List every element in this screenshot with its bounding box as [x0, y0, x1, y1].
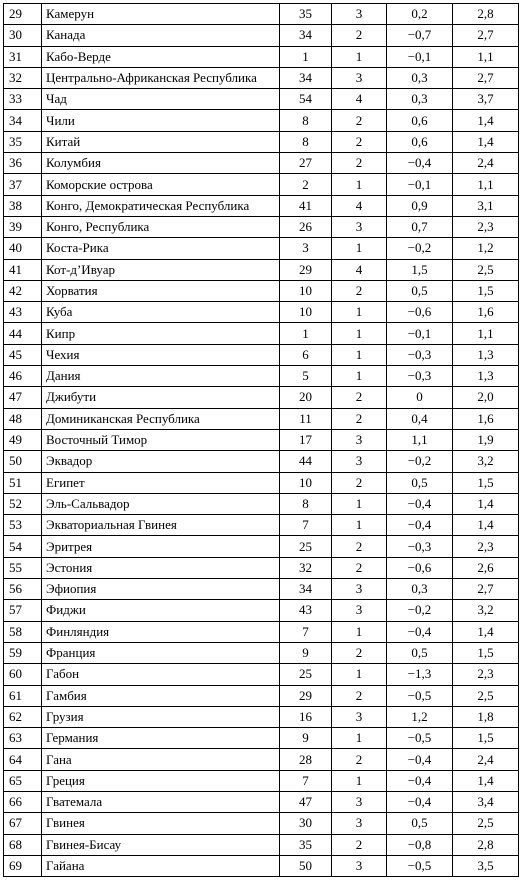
country-name-cell: Восточный Тимор	[42, 429, 280, 450]
value-d-cell: 1,1	[453, 46, 519, 67]
value-a-cell: 8	[280, 110, 332, 131]
value-a-cell: 28	[280, 749, 332, 770]
row-number-cell: 50	[4, 451, 42, 472]
value-d-cell: 1,4	[453, 493, 519, 514]
value-b-cell: 1	[332, 46, 387, 67]
value-b-cell: 1	[332, 344, 387, 365]
value-c-cell: −0,5	[387, 685, 453, 706]
country-name-cell: Коморские острова	[42, 174, 280, 195]
row-number-cell: 52	[4, 493, 42, 514]
country-name-cell: Чехия	[42, 344, 280, 365]
table-row	[4, 579, 519, 600]
row-number-cell: 48	[4, 408, 42, 429]
country-name-cell: Гайана	[42, 855, 280, 876]
row-number-cell: 69	[4, 855, 42, 876]
table-row	[4, 706, 519, 727]
country-name-cell: Эстония	[42, 557, 280, 578]
value-a-cell: 10	[280, 280, 332, 301]
value-c-cell: 0,3	[387, 89, 453, 110]
value-a-cell: 35	[280, 4, 332, 25]
table-row	[4, 153, 519, 174]
value-b-cell: 2	[332, 642, 387, 663]
value-c-cell: −0,4	[387, 749, 453, 770]
value-c-cell: 0,5	[387, 642, 453, 663]
country-name-cell: Финляндия	[42, 621, 280, 642]
value-d-cell: 2,7	[453, 579, 519, 600]
row-number-cell: 49	[4, 429, 42, 450]
value-d-cell: 2,8	[453, 834, 519, 855]
row-number-cell: 36	[4, 153, 42, 174]
value-d-cell: 1,8	[453, 706, 519, 727]
value-b-cell: 2	[332, 834, 387, 855]
value-c-cell: −0,5	[387, 728, 453, 749]
country-name-cell: Джибути	[42, 387, 280, 408]
country-name-cell: Куба	[42, 302, 280, 323]
value-a-cell: 25	[280, 536, 332, 557]
value-a-cell: 54	[280, 89, 332, 110]
value-b-cell: 3	[332, 813, 387, 834]
value-a-cell: 29	[280, 685, 332, 706]
row-number-cell: 55	[4, 557, 42, 578]
row-number-cell: 30	[4, 25, 42, 46]
value-a-cell: 16	[280, 706, 332, 727]
value-b-cell: 3	[332, 451, 387, 472]
value-a-cell: 10	[280, 472, 332, 493]
value-d-cell: 1,4	[453, 621, 519, 642]
table-row	[4, 770, 519, 791]
row-number-cell: 41	[4, 259, 42, 280]
value-c-cell: −0,5	[387, 855, 453, 876]
table-row	[4, 429, 519, 450]
country-name-cell: Коста-Рика	[42, 238, 280, 259]
value-a-cell: 26	[280, 216, 332, 237]
row-number-cell: 53	[4, 515, 42, 536]
value-a-cell: 11	[280, 408, 332, 429]
value-b-cell: 2	[332, 280, 387, 301]
value-d-cell: 1,2	[453, 238, 519, 259]
country-name-cell: Кипр	[42, 323, 280, 344]
value-c-cell: −1,3	[387, 664, 453, 685]
value-a-cell: 20	[280, 387, 332, 408]
row-number-cell: 34	[4, 110, 42, 131]
value-a-cell: 34	[280, 579, 332, 600]
value-c-cell: 0,7	[387, 216, 453, 237]
value-c-cell: 1,2	[387, 706, 453, 727]
value-d-cell: 1,1	[453, 323, 519, 344]
table-row	[4, 557, 519, 578]
value-d-cell: 2,8	[453, 4, 519, 25]
country-name-cell: Гамбия	[42, 685, 280, 706]
value-c-cell: −0,4	[387, 791, 453, 812]
table-body	[4, 4, 519, 877]
row-number-cell: 44	[4, 323, 42, 344]
country-name-cell: Центрально-Африканская Республика	[42, 67, 280, 88]
table-row	[4, 664, 519, 685]
row-number-cell: 60	[4, 664, 42, 685]
row-number-cell: 59	[4, 642, 42, 663]
value-a-cell: 44	[280, 451, 332, 472]
row-number-cell: 61	[4, 685, 42, 706]
value-a-cell: 34	[280, 67, 332, 88]
value-a-cell: 29	[280, 259, 332, 280]
country-name-cell: Эфиопия	[42, 579, 280, 600]
table-row	[4, 302, 519, 323]
value-c-cell: −0,1	[387, 46, 453, 67]
row-number-cell: 32	[4, 67, 42, 88]
table-row	[4, 451, 519, 472]
table-row	[4, 25, 519, 46]
value-b-cell: 1	[332, 515, 387, 536]
value-a-cell: 41	[280, 195, 332, 216]
table-row	[4, 621, 519, 642]
value-d-cell: 2,0	[453, 387, 519, 408]
value-b-cell: 2	[332, 557, 387, 578]
row-number-cell: 29	[4, 4, 42, 25]
value-d-cell: 3,1	[453, 195, 519, 216]
country-name-cell: Гвинея	[42, 813, 280, 834]
table-row	[4, 67, 519, 88]
row-number-cell: 64	[4, 749, 42, 770]
row-number-cell: 63	[4, 728, 42, 749]
value-c-cell: 0,3	[387, 579, 453, 600]
value-d-cell: 1,6	[453, 408, 519, 429]
value-c-cell: 1,1	[387, 429, 453, 450]
table-row	[4, 238, 519, 259]
value-a-cell: 1	[280, 323, 332, 344]
table-row	[4, 280, 519, 301]
country-name-cell: Кот-д’Ивуар	[42, 259, 280, 280]
value-a-cell: 6	[280, 344, 332, 365]
country-name-cell: Эль-Сальвадор	[42, 493, 280, 514]
value-c-cell: 1,5	[387, 259, 453, 280]
value-b-cell: 2	[332, 536, 387, 557]
row-number-cell: 51	[4, 472, 42, 493]
table-row	[4, 728, 519, 749]
table-row	[4, 344, 519, 365]
country-name-cell: Гватемала	[42, 791, 280, 812]
value-c-cell: −0,6	[387, 302, 453, 323]
value-d-cell: 2,7	[453, 25, 519, 46]
value-d-cell: 3,5	[453, 855, 519, 876]
value-d-cell: 3,4	[453, 791, 519, 812]
country-name-cell: Египет	[42, 472, 280, 493]
value-b-cell: 4	[332, 89, 387, 110]
table-row	[4, 834, 519, 855]
value-b-cell: 4	[332, 195, 387, 216]
row-number-cell: 56	[4, 579, 42, 600]
country-name-cell: Экваториальная Гвинея	[42, 515, 280, 536]
value-c-cell: −0,6	[387, 557, 453, 578]
value-c-cell: −0,3	[387, 366, 453, 387]
value-c-cell: 0,6	[387, 110, 453, 131]
value-b-cell: 1	[332, 664, 387, 685]
value-d-cell: 1,5	[453, 728, 519, 749]
country-name-cell: Канада	[42, 25, 280, 46]
country-data-table	[3, 3, 519, 877]
row-number-cell: 67	[4, 813, 42, 834]
value-b-cell: 1	[332, 366, 387, 387]
value-c-cell: 0,9	[387, 195, 453, 216]
table-row	[4, 749, 519, 770]
value-b-cell: 2	[332, 153, 387, 174]
value-d-cell: 1,1	[453, 174, 519, 195]
row-number-cell: 37	[4, 174, 42, 195]
table-row	[4, 323, 519, 344]
table-row	[4, 174, 519, 195]
row-number-cell: 42	[4, 280, 42, 301]
value-d-cell: 2,6	[453, 557, 519, 578]
value-d-cell: 1,5	[453, 472, 519, 493]
row-number-cell: 43	[4, 302, 42, 323]
table-row	[4, 4, 519, 25]
country-name-cell: Гана	[42, 749, 280, 770]
value-d-cell: 1,3	[453, 366, 519, 387]
country-name-cell: Грузия	[42, 706, 280, 727]
value-d-cell: 3,2	[453, 451, 519, 472]
country-name-cell: Чад	[42, 89, 280, 110]
country-name-cell: Колумбия	[42, 153, 280, 174]
row-number-cell: 58	[4, 621, 42, 642]
value-c-cell: 0,5	[387, 280, 453, 301]
value-d-cell: 1,4	[453, 131, 519, 152]
value-b-cell: 1	[332, 728, 387, 749]
value-c-cell: −0,4	[387, 515, 453, 536]
country-name-cell: Франция	[42, 642, 280, 663]
value-c-cell: 0,5	[387, 472, 453, 493]
country-name-cell: Фиджи	[42, 600, 280, 621]
country-name-cell: Конго, Демократическая Республика	[42, 195, 280, 216]
table-row	[4, 131, 519, 152]
value-a-cell: 10	[280, 302, 332, 323]
row-number-cell: 46	[4, 366, 42, 387]
value-a-cell: 1	[280, 46, 332, 67]
country-name-cell: Дания	[42, 366, 280, 387]
value-a-cell: 50	[280, 855, 332, 876]
row-number-cell: 35	[4, 131, 42, 152]
value-c-cell: 0,6	[387, 131, 453, 152]
value-b-cell: 2	[332, 110, 387, 131]
row-number-cell: 31	[4, 46, 42, 67]
value-c-cell: −0,2	[387, 600, 453, 621]
value-a-cell: 7	[280, 621, 332, 642]
country-name-cell: Германия	[42, 728, 280, 749]
table-row	[4, 855, 519, 876]
value-b-cell: 1	[332, 493, 387, 514]
value-c-cell: −0,4	[387, 153, 453, 174]
value-a-cell: 35	[280, 834, 332, 855]
country-name-cell: Чили	[42, 110, 280, 131]
value-a-cell: 7	[280, 515, 332, 536]
value-b-cell: 2	[332, 472, 387, 493]
value-b-cell: 3	[332, 429, 387, 450]
table-row	[4, 408, 519, 429]
value-d-cell: 1,6	[453, 302, 519, 323]
row-number-cell: 54	[4, 536, 42, 557]
value-d-cell: 2,3	[453, 216, 519, 237]
table-row	[4, 216, 519, 237]
country-name-cell: Камерун	[42, 4, 280, 25]
country-name-cell: Хорватия	[42, 280, 280, 301]
value-d-cell: 1,5	[453, 280, 519, 301]
value-c-cell: 0	[387, 387, 453, 408]
value-c-cell: 0,5	[387, 813, 453, 834]
value-a-cell: 7	[280, 770, 332, 791]
value-d-cell: 1,4	[453, 515, 519, 536]
value-d-cell: 1,9	[453, 429, 519, 450]
table-row	[4, 259, 519, 280]
value-b-cell: 1	[332, 770, 387, 791]
value-b-cell: 3	[332, 67, 387, 88]
value-a-cell: 2	[280, 174, 332, 195]
country-name-cell: Доминиканская Республика	[42, 408, 280, 429]
table-row	[4, 366, 519, 387]
value-a-cell: 30	[280, 813, 332, 834]
value-c-cell: −0,2	[387, 451, 453, 472]
value-b-cell: 2	[332, 408, 387, 429]
country-name-cell: Конго, Республика	[42, 216, 280, 237]
value-d-cell: 2,3	[453, 664, 519, 685]
table-row	[4, 493, 519, 514]
value-b-cell: 2	[332, 387, 387, 408]
value-c-cell: −0,7	[387, 25, 453, 46]
value-b-cell: 2	[332, 131, 387, 152]
table-row	[4, 600, 519, 621]
value-c-cell: 0,3	[387, 67, 453, 88]
row-number-cell: 57	[4, 600, 42, 621]
value-a-cell: 8	[280, 131, 332, 152]
value-b-cell: 3	[332, 791, 387, 812]
value-c-cell: −0,1	[387, 323, 453, 344]
country-name-cell: Габон	[42, 664, 280, 685]
table-row	[4, 685, 519, 706]
table-row	[4, 791, 519, 812]
row-number-cell: 65	[4, 770, 42, 791]
value-d-cell: 1,4	[453, 110, 519, 131]
value-b-cell: 3	[332, 855, 387, 876]
value-d-cell: 2,5	[453, 685, 519, 706]
value-b-cell: 3	[332, 216, 387, 237]
country-name-cell: Китай	[42, 131, 280, 152]
value-c-cell: −0,3	[387, 344, 453, 365]
row-number-cell: 39	[4, 216, 42, 237]
value-c-cell: −0,4	[387, 493, 453, 514]
value-b-cell: 3	[332, 600, 387, 621]
value-a-cell: 17	[280, 429, 332, 450]
value-d-cell: 2,4	[453, 153, 519, 174]
value-c-cell: −0,8	[387, 834, 453, 855]
value-a-cell: 9	[280, 642, 332, 663]
value-a-cell: 47	[280, 791, 332, 812]
value-c-cell: −0,4	[387, 770, 453, 791]
value-b-cell: 3	[332, 706, 387, 727]
row-number-cell: 47	[4, 387, 42, 408]
value-c-cell: −0,2	[387, 238, 453, 259]
value-b-cell: 4	[332, 259, 387, 280]
value-a-cell: 43	[280, 600, 332, 621]
value-d-cell: 3,2	[453, 600, 519, 621]
value-b-cell: 1	[332, 302, 387, 323]
table-row	[4, 195, 519, 216]
value-a-cell: 25	[280, 664, 332, 685]
country-name-cell: Кабо-Верде	[42, 46, 280, 67]
value-b-cell: 2	[332, 685, 387, 706]
value-b-cell: 1	[332, 621, 387, 642]
value-a-cell: 34	[280, 25, 332, 46]
value-c-cell: −0,4	[387, 621, 453, 642]
table-row	[4, 813, 519, 834]
table-row	[4, 387, 519, 408]
value-a-cell: 5	[280, 366, 332, 387]
row-number-cell: 62	[4, 706, 42, 727]
row-number-cell: 33	[4, 89, 42, 110]
value-b-cell: 1	[332, 238, 387, 259]
value-d-cell: 2,3	[453, 536, 519, 557]
value-b-cell: 1	[332, 174, 387, 195]
value-c-cell: −0,1	[387, 174, 453, 195]
row-number-cell: 40	[4, 238, 42, 259]
value-b-cell: 2	[332, 749, 387, 770]
value-d-cell: 2,5	[453, 259, 519, 280]
value-a-cell: 27	[280, 153, 332, 174]
country-name-cell: Эритрея	[42, 536, 280, 557]
value-b-cell: 1	[332, 323, 387, 344]
value-d-cell: 2,7	[453, 67, 519, 88]
row-number-cell: 68	[4, 834, 42, 855]
value-a-cell: 32	[280, 557, 332, 578]
value-d-cell: 2,4	[453, 749, 519, 770]
table-row	[4, 472, 519, 493]
value-d-cell: 1,3	[453, 344, 519, 365]
value-c-cell: 0,4	[387, 408, 453, 429]
value-d-cell: 1,5	[453, 642, 519, 663]
row-number-cell: 38	[4, 195, 42, 216]
value-a-cell: 9	[280, 728, 332, 749]
row-number-cell: 45	[4, 344, 42, 365]
value-c-cell: −0,3	[387, 536, 453, 557]
value-d-cell: 1,4	[453, 770, 519, 791]
value-b-cell: 3	[332, 4, 387, 25]
value-d-cell: 2,5	[453, 813, 519, 834]
value-d-cell: 3,7	[453, 89, 519, 110]
value-c-cell: 0,2	[387, 4, 453, 25]
value-b-cell: 2	[332, 25, 387, 46]
row-number-cell: 66	[4, 791, 42, 812]
table-row	[4, 89, 519, 110]
country-name-cell: Гвинея-Бисау	[42, 834, 280, 855]
table-row	[4, 515, 519, 536]
country-name-cell: Греция	[42, 770, 280, 791]
value-a-cell: 8	[280, 493, 332, 514]
table-row	[4, 46, 519, 67]
table-row	[4, 110, 519, 131]
table-row	[4, 642, 519, 663]
country-name-cell: Эквадор	[42, 451, 280, 472]
value-a-cell: 3	[280, 238, 332, 259]
table-row	[4, 536, 519, 557]
value-b-cell: 3	[332, 579, 387, 600]
